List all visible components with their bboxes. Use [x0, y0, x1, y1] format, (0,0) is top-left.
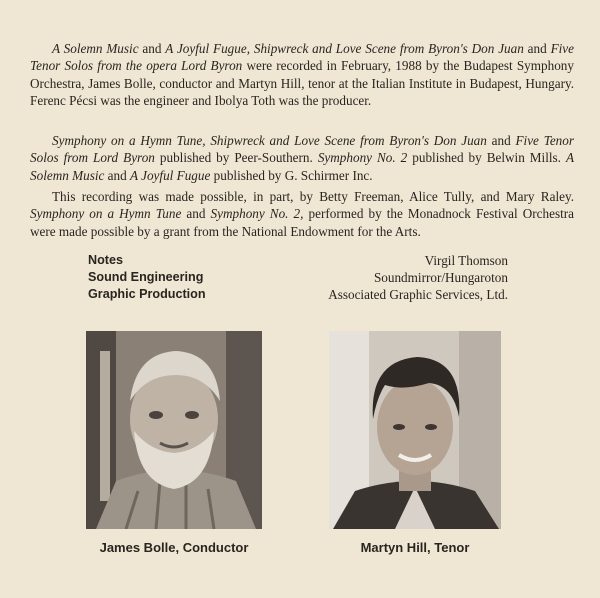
text-fragment: published by Peer-Southern.	[154, 150, 318, 166]
conductor-photo	[86, 331, 262, 529]
title-symphony-no-2: Symphony No. 2,	[210, 206, 304, 222]
text-fragment: published by Belwin Mills.	[407, 150, 566, 166]
credit-row	[88, 269, 508, 286]
credit-row	[88, 252, 508, 269]
credit-role: Notes	[88, 253, 123, 267]
title-a-solemn-music: A Solemn Music	[30, 150, 575, 183]
credit-role: Sound Engineering	[88, 270, 204, 284]
credit-row	[88, 286, 508, 303]
text-fragment: and	[523, 41, 551, 56]
credit-name: Virgil Thomson	[424, 253, 508, 268]
text-fragment: and	[138, 41, 166, 56]
publishing-info-paragraph	[30, 132, 574, 184]
title-symphony-no-2: Symphony No. 2	[317, 150, 408, 166]
credit-name: Associated Graphic Services, Ltd.	[328, 287, 508, 302]
text-fragment: and	[181, 206, 211, 222]
text-fragment: and	[486, 133, 516, 148]
title-a-solemn-music: A Solemn Music	[52, 41, 139, 56]
title-symphony-hymn-tune: Symphony on a Hymn Tune, Shipwreck and Love Scene from Byron's Don Juan	[52, 133, 487, 148]
portrait-photo-icon	[86, 331, 262, 529]
funding-info-paragraph	[30, 188, 574, 240]
tenor-photo	[329, 331, 501, 529]
production-credits	[88, 252, 508, 303]
text-fragment: performed by the Monadnock Festival Orchestra were made possible by a grant from the National Endowment for the Arts.	[30, 206, 575, 239]
text-fragment: were recorded in February, 1988 by the Budapest Symphony Orchestra, James Bolle, conductor and Martyn Hill, tenor at the Italian Institute in Budapest, Hungary. Ferenc Pécsi was the engineer and Ibolya Toth was the producer.	[30, 58, 574, 109]
text-fragment: and	[104, 167, 130, 183]
conductor-caption: James Bolle, Conductor	[99, 540, 249, 555]
title-symphony-hymn-tune: Symphony on a Hymn Tune	[30, 206, 182, 222]
portrait-photo-icon	[329, 331, 501, 529]
title-joyful-fugue: A Joyful Fugue, Shipwreck and Love Scene from Byron's Don Juan	[165, 41, 524, 56]
tenor-caption: Martyn Hill, Tenor	[360, 540, 470, 555]
text-fragment: This recording was made possible, in part, by Betty Freeman, Alice Tully, and Mary Raley.	[52, 189, 574, 204]
title-five-tenor-solos-byron: Five Tenor Solos from Lord Byron	[30, 133, 574, 166]
credit-role: Graphic Production	[88, 287, 206, 301]
text-fragment: published by G. Schirmer Inc.	[210, 167, 373, 183]
title-a-joyful-fugue: A Joyful Fugue	[130, 167, 211, 183]
title-five-tenor-solos: Five Tenor Solos from the opera Lord Byron	[30, 41, 574, 74]
credit-name: Soundmirror/Hungaroton	[373, 270, 508, 285]
recording-info-paragraph	[30, 40, 574, 110]
